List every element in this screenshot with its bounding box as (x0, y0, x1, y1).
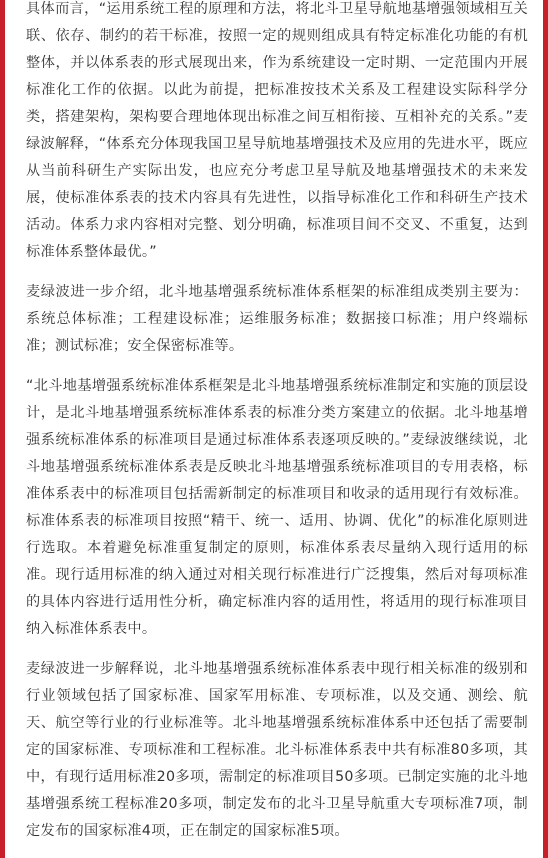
left-red-border (0, 0, 5, 858)
paragraph-standard-categories: 麦绿波进一步介绍，北斗地基增强系统标准体系框架的标准组成类别主要为：系统总体标准；工程建设标准；运维服务标准；数据接口标准；用户终端标准；测试标准；安全保密标准等。 (26, 284, 528, 354)
paragraph-standard-framework: “北斗地基增强系统标准体系框架是北斗地基增强系统标准制定和实施的顶层设计，是北斗地基增强系统标准体系表的标准分类方案建立的依据。北斗地基增强系统标准体系的标准项目是通过标准体系表逐项反映的。”麦绿波继续说，北斗地基增强系统标准体系表是反映北斗地基增强系统标准项目的专用表格，标准体系表中的标准项目包括需新制定的标准项目和收录的适用现行有效标准。标准体系表的标准项目按照“精干、统一、适用、协调、优化”的标准化原则进行选取。本着避免标准重复制定的原则，标准体系表尽量纳入现行适用的标准。现行适用标准的纳入通过对相关现行标准进行广泛搜集，然后对每项标准的具体内容进行适用性分析，确定标准内容的适用性，将适用的现行标准项目纳入标准体系表中。 (26, 378, 528, 637)
paragraph-standard-system-definition: 具体而言，“运用系统工程的原理和方法，将北斗卫星导航地基增强领域相互关联、依存、制约的若干标准，按照一定的规则组成具有特定标准化功能的有机整体，并以体系表的形式展现出来，作为系统建设一定时期、一定范围内开展标准化工作的依据。以此为前提，把标准按技术关系及工程建设实际科学分类，搭建架构，架构要合理地体现出标准之间互相衔接、互相补充的关系。”麦绿波解释，“体系充分体现我国卫星导航地基增强技术及应用的先进水平，既应从当前科研生产实际出发，也应充分考虑卫星导航及地基增强技术的未来发展，使标准体系表的技术内容具有先进性，以指导标准化工作和科研生产技术活动。体系力求内容相对完整、划分明确，标准项目间不交叉、不重复，达到标准体系整体最优。” (26, 1, 528, 260)
article-body (26, 0, 528, 858)
right-red-border (543, 0, 548, 858)
paragraph-standard-levels: 麦绿波进一步解释说，北斗地基增强系统标准体系表中现行相关标准的级别和行业领域包括了国家标准、国家军用标准、专项标准，以及交通、测绘、航天、航空等行业的行业标准等。北斗地基增强系统标准体系中还包括了需要制定的国家标准、专项标准和工程标准。北斗标准体系表中共有标准80多项，其中，有现行适用标准20多项，需制定的标准项目50多项。已制定实施的北斗地基增强系统工程标准20多项，制定发布的北斗卫星导航重大专项标准7项，制定发布的国家标准4项，正在制定的国家标准5项。 (26, 661, 528, 839)
